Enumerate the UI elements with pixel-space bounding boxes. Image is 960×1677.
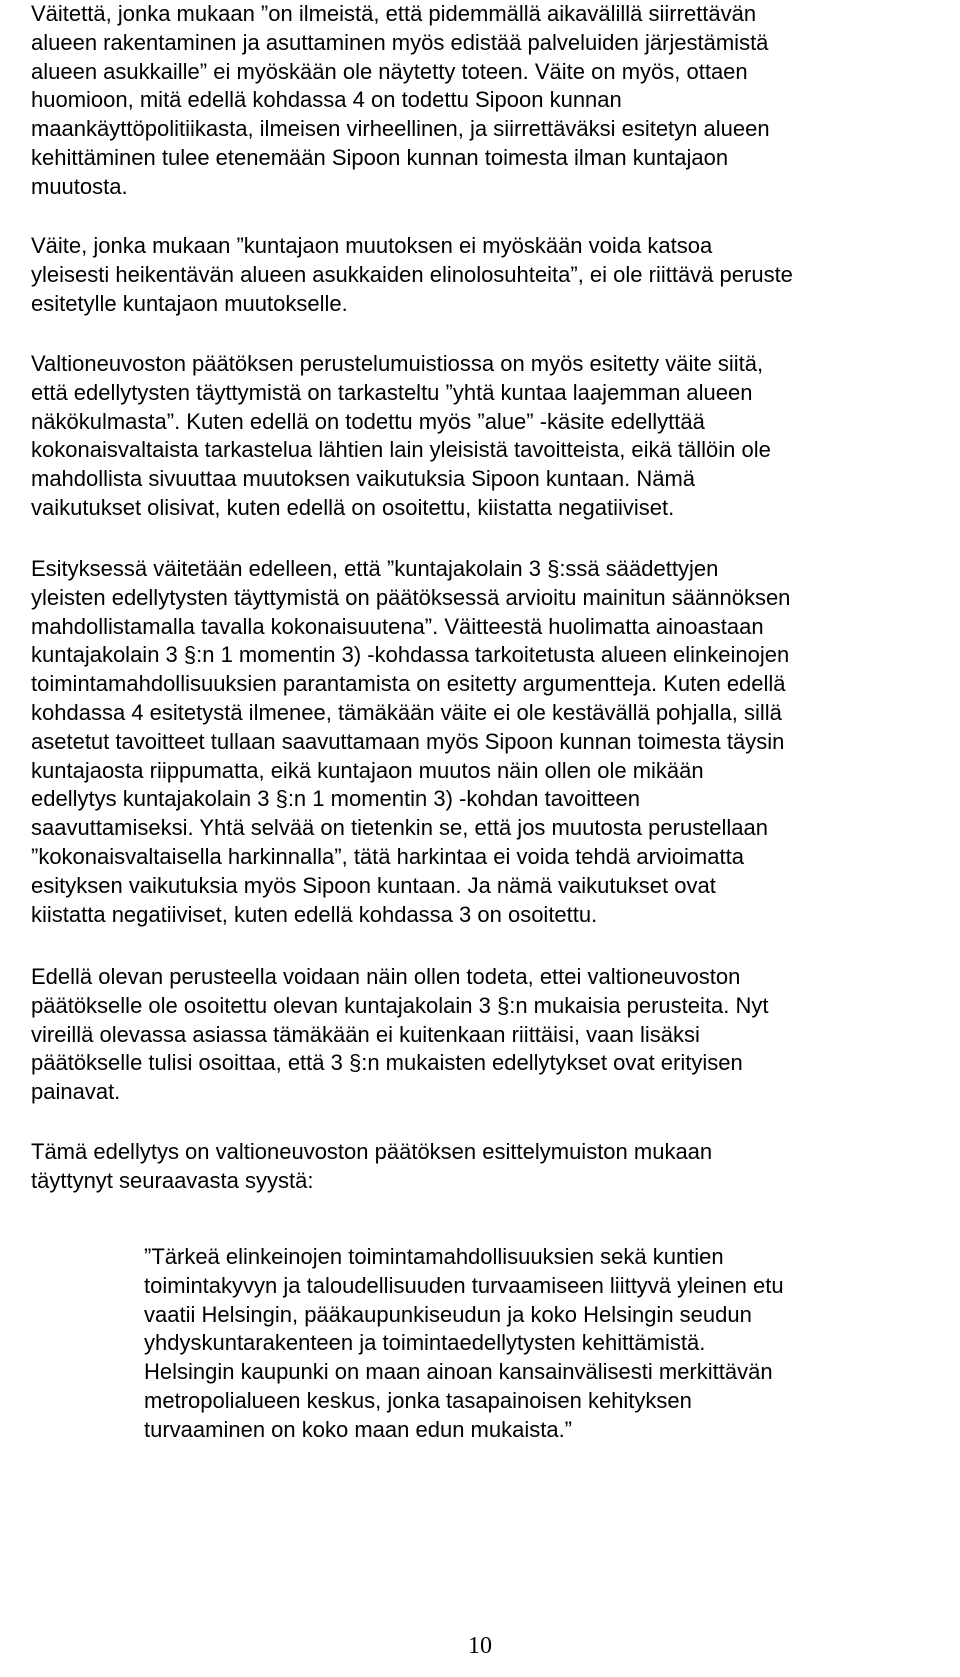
text-line: toimintamahdollisuuksien parantamista on esitetty argumentteja. Kuten edellä [31, 671, 786, 697]
text-line: ”kokonaisvaltaisella harkinnalla”, tätä harkintaa ei voida tehdä arvioimatta [31, 843, 744, 869]
quote-line: vaatii Helsingin, pääkaupunkiseudun ja koko Helsingin seudun [144, 1301, 752, 1327]
text-line: mahdollista sivuuttaa muutoksen vaikutuksia Sipoon kuntaan. Nämä [31, 466, 696, 492]
text-line: Väite, jonka mukaan ”kuntajaon muutoksen ei myöskään voida katsoa [31, 233, 713, 258]
text-line: maankäyttöpolitiikasta, ilmeisen virheellinen, ja siirrettäväksi esitetyn alueen [31, 116, 770, 142]
text-line: täyttynyt seuraavasta syystä: [31, 1167, 314, 1193]
text-line: vireillä olevassa asiassa tämäkään ei kuitenkaan riittäisi, vaan lisäksi [31, 1021, 700, 1047]
text-line: Valtioneuvoston päätöksen perustelumuistiossa on myös esitetty väite siitä, [31, 351, 764, 376]
quote-line: toimintakyvyn ja taloudellisuuden turvaamiseen liittyvä yleinen etu [144, 1272, 784, 1298]
text-line: huomioon, mitä edellä kohdassa 4 on todettu Sipoon kunnan [31, 87, 622, 113]
text-line: että edellytysten täyttymistä on tarkasteltu ”yhtä kuntaa laajemman alueen [31, 379, 753, 405]
text-line: esityksen vaikutuksia myös Sipoon kuntaan. Ja nämä vaikutukset ovat [31, 872, 716, 898]
text-line: asetetut tavoitteet tullaan saavuttamaan myös Sipoon kunnan toimesta täysin [31, 728, 785, 754]
paragraph-6 [31, 1138, 951, 1196]
text-line: yleisesti heikentävän alueen asukkaiden elinolosuhteita”, ei ole riittävä peruste [31, 261, 793, 287]
text-line: esitetylle kuntajaon muutokselle. [31, 290, 348, 316]
text-line: kiistatta negatiiviset, kuten edellä kohdassa 3 on osoitettu. [31, 901, 598, 927]
text-line: edellytys kuntajakolain 3 §:n 1 momentin 3) -kohdan tavoitteen [31, 786, 641, 812]
text-line: mahdollistamalla tavalla kokonaisuutena”. Väitteestä huolimatta ainoastaan [31, 613, 764, 639]
text-line: muutosta. [31, 173, 128, 199]
text-line: painavat. [31, 1079, 121, 1105]
quote-line: yhdyskuntarakenteen ja toimintaedellytysten kehittämistä. [144, 1330, 706, 1356]
text-line: kuntajakolain 3 §:n 1 momentin 3) -kohdassa tarkoitetusta alueen elinkeinojen [31, 642, 790, 668]
text-line: kuntajaosta riippumatta, eikä kuntajaon muutos näin ollen ole mikään [31, 757, 704, 783]
paragraph-1 [31, 0, 951, 202]
text-line: Väitettä, jonka mukaan ”on ilmeistä, että pidemmällä aikavälillä siirrettävän [31, 1, 757, 26]
page-number: 10 [468, 1633, 492, 1659]
text-line: päätökselle tulisi osoittaa, että 3 §:n mukaisten edellytykset ovat erityisen [31, 1050, 743, 1076]
quote-line: ”Tärkeä elinkeinojen toimintamahdollisuuksien sekä kuntien [144, 1244, 724, 1269]
text-line: saavuttamiseksi. Yhtä selvää on tietenkin se, että jos muutosta perustellaan [31, 815, 769, 841]
quote-line: Helsingin kaupunki on maan ainoan kansainvälisesti merkittävän [144, 1359, 773, 1385]
block-quote [144, 1243, 960, 1445]
text-line: Tämä edellytys on valtioneuvoston päätöksen esittelymuiston mukaan [31, 1139, 713, 1164]
text-line: päätökselle ole osoitettu olevan kuntajakolain 3 §:n mukaisia perusteita. Nyt [31, 992, 769, 1018]
text-line: alueen asukkaille” ei myöskään ole näytetty toteen. Väite on myös, ottaen [31, 58, 748, 84]
quote-line: metropolialueen keskus, jonka tasapainoisen kehityksen [144, 1387, 692, 1413]
text-line: Edellä olevan perusteella voidaan näin ollen todeta, ettei valtioneuvoston [31, 964, 741, 989]
text-line: kokonaisvaltaista tarkastelua lähtien lain yleisistä tavoitteista, eikä tällöin ole [31, 437, 771, 463]
text-line: yleisten edellytysten täyttymistä on päätöksessä arvioitu mainitun säännöksen [31, 584, 791, 610]
paragraph-4 [31, 555, 951, 929]
paragraph-3 [31, 350, 951, 523]
text-line: kohdassa 4 esitetystä ilmenee, tämäkään väite ei ole kestävällä pohjalla, sillä [31, 699, 782, 725]
text-line: näkökulmasta”. Kuten edellä on todettu myös ”alue” -käsite edellyttää [31, 408, 705, 434]
text-line: Esityksessä väitetään edelleen, että ”kuntajakolain 3 §:ssä säädettyjen [31, 556, 719, 581]
quote-line: turvaaminen on koko maan edun mukaista.” [144, 1416, 573, 1442]
paragraph-2 [31, 232, 951, 318]
text-line: alueen rakentaminen ja asuttaminen myös edistää palveluiden järjestämistä [31, 29, 769, 55]
text-line: vaikutukset olisivat, kuten edellä on osoitettu, kiistatta negatiiviset. [31, 494, 675, 520]
paragraph-5 [31, 963, 951, 1107]
text-line: kehittäminen tulee etenemään Sipoon kunnan toimesta ilman kuntajaon [31, 144, 729, 170]
